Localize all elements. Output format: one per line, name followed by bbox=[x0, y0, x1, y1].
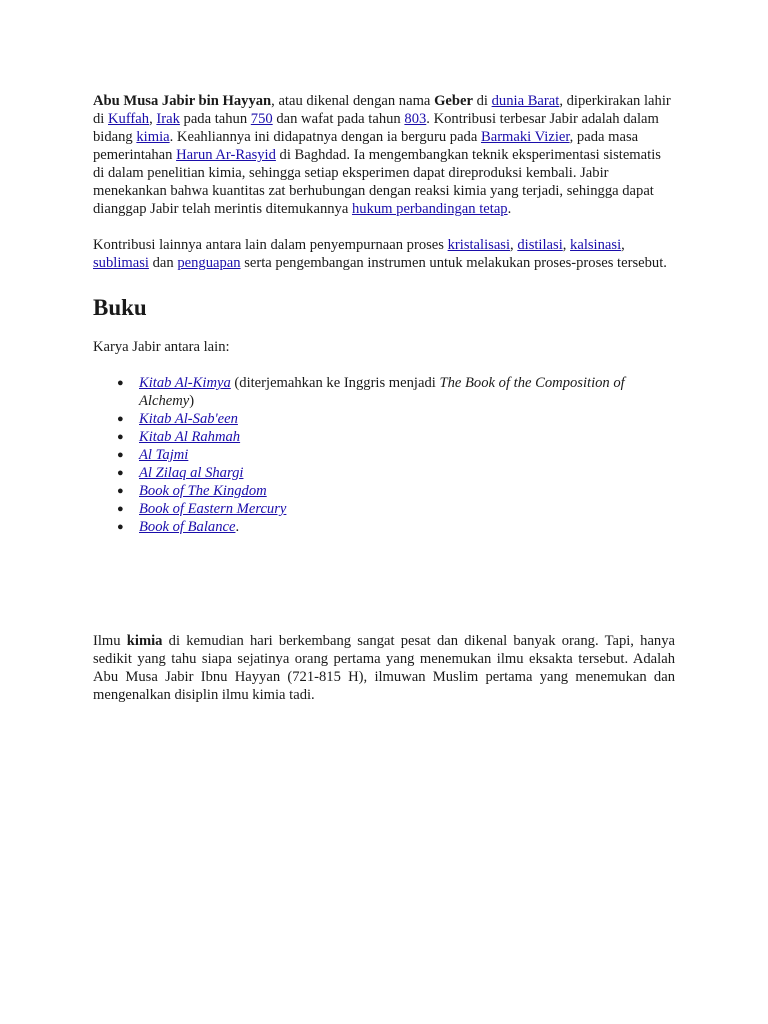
link-750[interactable]: 750 bbox=[250, 111, 273, 127]
bullet-icon: ● bbox=[117, 413, 124, 425]
link-kristalisasi[interactable]: kristalisasi bbox=[447, 237, 511, 253]
paragraph-biography bbox=[93, 92, 675, 218]
text-span: pada tahun bbox=[179, 111, 251, 127]
link-distilasi[interactable]: distilasi bbox=[517, 237, 563, 253]
text-span: , pada masa pemerintahan bbox=[93, 129, 639, 163]
text-span: . bbox=[235, 519, 240, 535]
link-irak[interactable]: Irak bbox=[156, 111, 180, 127]
bold-kimia: kimia bbox=[126, 633, 163, 649]
link-kalsinasi[interactable]: kalsinasi bbox=[570, 237, 622, 253]
list-item bbox=[117, 464, 675, 482]
link-harun-ar-rasyid[interactable]: Harun Ar-Rasyid bbox=[176, 147, 276, 163]
document-page bbox=[93, 92, 675, 704]
link-book[interactable]: Al Zilaq al Shargi bbox=[139, 465, 244, 481]
link-803[interactable]: 803 bbox=[404, 111, 427, 127]
paragraph-ilmu-kimia bbox=[93, 632, 675, 704]
list-item bbox=[117, 500, 675, 518]
list-item bbox=[117, 446, 675, 464]
text-span: ) bbox=[189, 393, 195, 409]
bullet-icon: ● bbox=[117, 377, 124, 389]
bullet-icon: ● bbox=[117, 503, 124, 515]
link-kuffah[interactable]: Kuffah bbox=[108, 111, 150, 127]
text-span: . bbox=[507, 201, 512, 217]
text-span: , bbox=[562, 237, 571, 253]
list-item bbox=[117, 482, 675, 500]
link-barmaki-vizier[interactable]: Barmaki Vizier bbox=[480, 129, 570, 145]
text-span: , bbox=[621, 237, 625, 253]
bold-name: Abu Musa Jabir bin Hayyan bbox=[93, 93, 272, 109]
heading-buku: Buku bbox=[93, 295, 147, 320]
text-span: . Kontribusi terbesar Jabir adalah dalam bidang bbox=[93, 111, 659, 145]
text-span: Ilmu bbox=[93, 633, 127, 649]
link-book[interactable]: Kitab Al-Sab'een bbox=[139, 411, 238, 427]
text-span: dan bbox=[148, 255, 178, 271]
list-item bbox=[117, 374, 675, 410]
link-kimia[interactable]: kimia bbox=[136, 129, 170, 145]
bullet-icon: ● bbox=[117, 521, 124, 533]
text-span: Kontribusi lainnya antara lain dalam penyempurnaan proses bbox=[93, 237, 448, 253]
italic-title: The Book of the Composition of Alchemy bbox=[139, 375, 625, 409]
link-penguapan[interactable]: penguapan bbox=[177, 255, 241, 271]
paragraph-contributions bbox=[93, 236, 675, 272]
text-span: . Keahliannya ini didapatnya dengan ia berguru pada bbox=[169, 129, 481, 145]
link-hukum-perbandingan-tetap[interactable]: hukum perbandingan tetap bbox=[351, 201, 508, 217]
bullet-icon: ● bbox=[117, 467, 124, 479]
text-span: (diterjemahkan ke Inggris menjadi bbox=[230, 375, 440, 391]
link-sublimasi[interactable]: sublimasi bbox=[93, 255, 149, 271]
text-span: di kemudian hari berkembang sangat pesat dan dikenal banyak orang. Tapi, hanya sedikit yang tahu siapa sejatinya orang pertama yang menemukan ilmu eksakta tersebut. Adalah Abu Musa Jabir Ibnu Hayyan (721-815 H), ilmuwan Muslim pertama yang menemukan dan mengenalkan disiplin ilmu kimia tadi. bbox=[93, 633, 675, 703]
link-book[interactable]: Kitab Al Rahmah bbox=[139, 429, 241, 445]
link-book[interactable]: Al Tajmi bbox=[139, 447, 189, 463]
book-list bbox=[93, 374, 675, 536]
bullet-icon: ● bbox=[117, 449, 124, 461]
bold-geber: Geber bbox=[434, 93, 473, 109]
link-book[interactable]: Book of The Kingdom bbox=[139, 483, 267, 499]
text-span: , bbox=[149, 111, 157, 127]
bullet-icon: ● bbox=[117, 431, 124, 443]
text-span: dan wafat pada tahun bbox=[272, 111, 405, 127]
text-span: , bbox=[510, 237, 518, 253]
bullet-icon: ● bbox=[117, 485, 124, 497]
text-span: serta pengembangan instrumen untuk melakukan proses-proses tersebut. bbox=[240, 255, 667, 271]
text-span: di bbox=[472, 93, 492, 109]
list-item bbox=[117, 518, 675, 536]
link-book[interactable]: Book of Eastern Mercury bbox=[139, 501, 287, 517]
list-item bbox=[117, 428, 675, 446]
link-book[interactable]: Book of Balance bbox=[139, 519, 236, 535]
link-book[interactable]: Kitab Al-Kimya bbox=[139, 375, 231, 391]
text-span: , atau dikenal dengan nama bbox=[271, 93, 435, 109]
list-item bbox=[117, 410, 675, 428]
link-dunia-barat[interactable]: dunia Barat bbox=[491, 93, 560, 109]
karya-intro: Karya Jabir antara lain: bbox=[93, 339, 230, 355]
text-span: , diperkirakan lahir di bbox=[93, 93, 671, 127]
text-span: di Baghdad. Ia mengembangkan teknik eksperimentasi sistematis di dalam penelitian kimia, sehingga setiap eksperimen dapat direproduksi kembali. Jabir menekankan bahwa kuantitas zat berhubungan dengan reaksi kimia yang terjadi, sehingga dapat dianggap Jabir telah merintis ditemukannya bbox=[93, 147, 661, 217]
